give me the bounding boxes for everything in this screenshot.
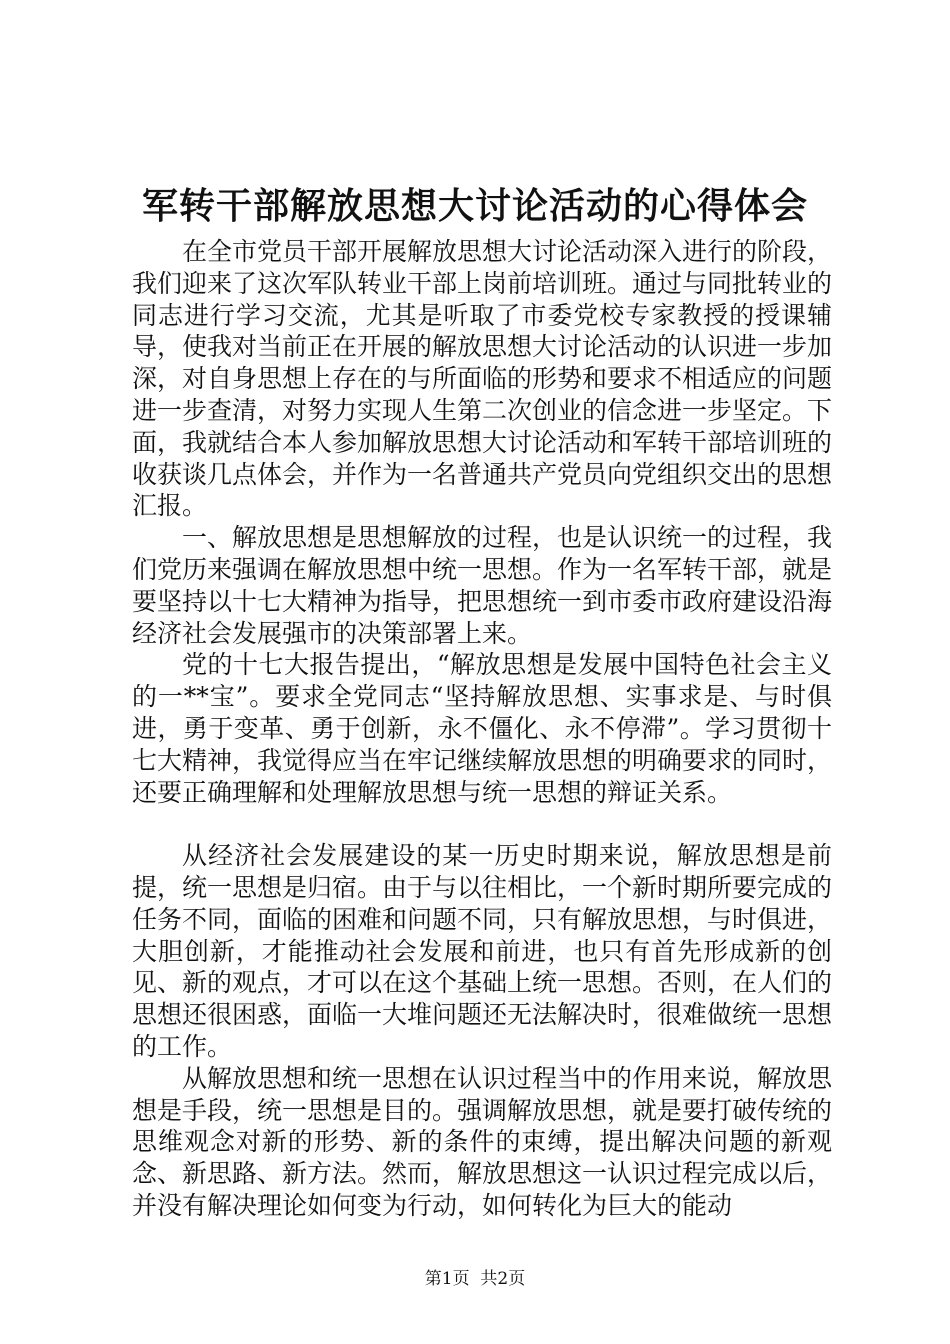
document-title: 军转干部解放思想大讨论活动的心得体会 bbox=[141, 185, 808, 227]
paragraph-premise: 从经济社会发展建设的某一历史时期来说，解放思想是前提，统一思想是归宿。由于与以往相比，一个新时期所要完成的任务不同，面临的困难和问题不同，只有解放思想，与时俱进，大胆创新，才能推动社会发展和前进，也只有首先形成新的创见、新的观点，才可以在这个基础上统一思想。否则，在人们的思想还很困惑，面临一大堆问题还无法解决时，很难做统一思想的工作。 bbox=[132, 841, 833, 1061]
paragraph-means: 从解放思想和统一思想在认识过程当中的作用来说，解放思想是手段，统一思想是目的。强调解放思想，就是要打破传统的思维观念对新的形势、新的条件的束缚，提出解决问题的新观念、新思路、新方法。然而，解放思想这一认识过程完成以后，并没有解决理论如何变为行动，如何转化为巨大的能动 bbox=[132, 1063, 833, 1220]
paragraph-section-one: 一、解放思想是思想解放的过程，也是认识统一的过程，我们党历来强调在解放思想中统一思想。作为一名军转干部，就是要坚持以十七大精神为指导，把思想统一到市委市政府建设沿海经济社会发展强市的决策部署上来。 bbox=[132, 523, 833, 648]
page-footer bbox=[0, 1267, 950, 1291]
page-total: 共2页 bbox=[480, 1269, 526, 1289]
document-body bbox=[132, 236, 832, 1222]
paragraph-report-quote: 党的十七大报告提出，“解放思想是发展中国特色社会主义的一**宝”。要求全党同志“坚持解放思想、实事求是、与时俱进，勇于变革、勇于创新，永不僵化、永不停滞”。学习贯彻十七大精神，我觉得应当在牢记继续解放思想的明确要求的同时，还要正确理解和处理解放思想与统一思想的辩证关系。 bbox=[132, 650, 833, 807]
paragraph-intro: 在全市党员干部开展解放思想大讨论活动深入进行的阶段，我们迎来了这次军队转业干部上岗前培训班。通过与同批转业的同志进行学习交流，尤其是听取了市委党校专家教授的授课辅导，使我对当前正在开展的解放思想大讨论活动的认识进一步加深，对自身思想上存在的与所面临的形势和要求不相适应的问题进一步查清，对努力实现人生第二次创业的信念进一步坚定。下面，我就结合本人参加解放思想大讨论活动和军转干部培训班的收获谈几点体会，并作为一名普通共产党员向党组织交出的思想汇报。 bbox=[132, 237, 833, 521]
page-number: 第1页 bbox=[424, 1269, 470, 1289]
